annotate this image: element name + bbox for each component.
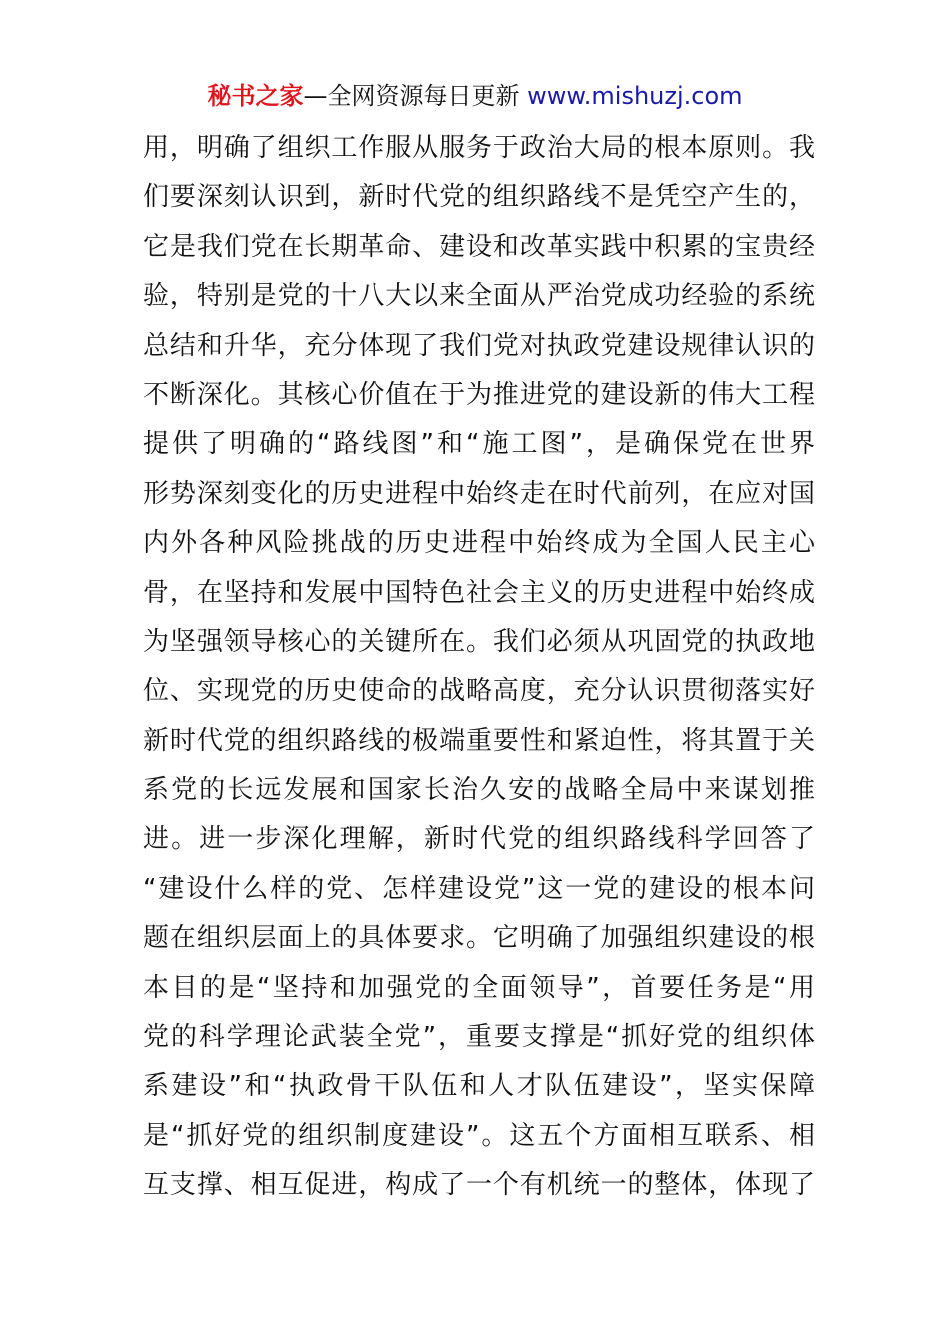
body-line: “建设什么样的党、怎样建设党”这一党的建设的根本问: [143, 873, 815, 904]
body-line: 验，特别是党的十八大以来全面从严治党成功经验的系统: [143, 281, 815, 312]
body-line: 是“抓好党的组织制度建设”。这五个方面相互联系、相: [143, 1120, 815, 1151]
body-line: 系建设”和“执政骨干队伍和人才队伍建设”，坚实保障: [143, 1071, 815, 1102]
body-line: 们要深刻认识到，新时代党的组织路线不是凭空产生的，: [143, 182, 815, 213]
body-line: 用，明确了组织工作服从服务于政治大局的根本原则。我: [143, 133, 815, 163]
body-line: 进。进一步深化理解，新时代党的组织路线科学回答了: [143, 824, 815, 855]
body-line: 为坚强领导核心的关键所在。我们必须从巩固党的执政地: [143, 626, 815, 657]
body-line: 不断深化。其核心价值在于为推进党的建设新的伟大工程: [143, 379, 815, 410]
body-line: 位、实现党的历史使命的战略高度，充分认识贯彻落实好: [143, 676, 815, 707]
body-line: 骨，在坚持和发展中国特色社会主义的历史进程中始终成: [143, 577, 815, 608]
page-header: [0, 80, 950, 112]
body-line: 它是我们党在长期革命、建设和改革实践中积累的宝贵经: [143, 231, 815, 262]
site-url-link[interactable]: www.mishuzj.com: [527, 82, 743, 110]
site-tagline: —全网资源每日更新: [303, 82, 520, 110]
body-line: 系党的长远发展和国家长治久安的战略全局中来谋划推: [143, 775, 815, 806]
body-line: 互支撑、相互促进，构成了一个有机统一的整体，体现了: [143, 1170, 815, 1201]
body-line: 形势深刻变化的历史进程中始终走在时代前列，在应对国: [143, 478, 815, 509]
body-line: 新时代党的组织路线的极端重要性和紧迫性，将其置于关: [143, 725, 815, 756]
body-line: 党的科学理论武装全党”，重要支撑是“抓好党的组织体: [143, 1022, 815, 1053]
site-brand: 秘书之家: [207, 82, 304, 110]
body-line: 题在组织层面上的具体要求。它明确了加强组织建设的根: [143, 923, 815, 954]
document-body: [143, 124, 815, 1211]
body-line: 提供了明确的“路线图”和“施工图”，是确保党在世界: [143, 429, 815, 460]
body-line: 内外各种风险挑战的历史进程中始终成为全国人民主心: [143, 528, 815, 559]
body-line: 总结和升华，充分体现了我们党对执政党建设规律认识的: [143, 330, 815, 361]
body-line: 本目的是“坚持和加强党的全面领导”，首要任务是“用: [143, 972, 815, 1003]
